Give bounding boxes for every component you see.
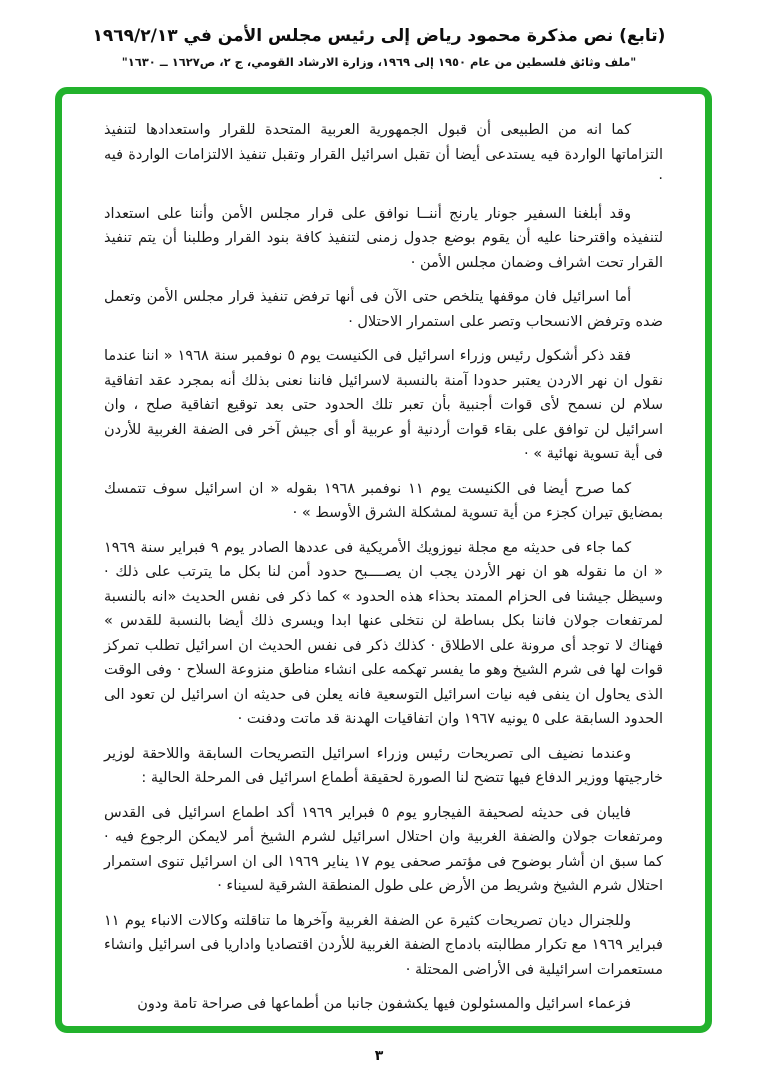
body-paragraph: كما انه من الطبيعى أن قبول الجمهورية العربية المتحدة للقرار واستعدادها لتنفيذ التزاماتها الواردة فيه يستدعى أيضا أن تقبل اسرائيل القرار وتقبل تنفيذ الالتزامات الواردة فيه ·	[104, 122, 663, 187]
document-body-frame	[55, 87, 712, 1033]
body-paragraph: وعندما نضيف الى تصريحات رئيس وزراء اسرائيل التصريحات السابقة واللاحقة لوزير خارجيتها ووزير الدفاع فيها تتضح لنا الصورة لحقيقة أطماع اسرائيل فى المرحلة الحالية :	[104, 745, 663, 786]
body-paragraph: فقد ذكر أشكول رئيس وزراء اسرائيل فى الكنيست يوم ٥ نوفمبر سنة ١٩٦٨ « اننا عندما نقول ان نهر الاردن يعتبر حدودا آمنة بالنسبة لاسرائيل فاننا نعنى بذلك أنه بمجرد عقد اتفاقية سلام لن نسمح لأى قوات أجنبية بأن تعبر تلك الحدود حتى بعد توقيع اتفاقية صلح ، وان اسرائيل لن توافق على بقاء قوات أردنية أو عربية أو أى جيش آخر فى الضفة الغربية للأردن فى أية تسوية نهائية » ·	[104, 348, 663, 462]
document-source-citation: "ملف وثائق فلسطين من عام ١٩٥٠ إلى ١٩٦٩، وزارة الارشاد القومي، ج ٢، ص١٦٢٧ ــ ١٦٣٠"	[121, 55, 637, 69]
body-paragraph: كما جاء فى حديثه مع مجلة نيوزويك الأمريكية فى عددها الصادر يوم ٩ فبراير سنة ١٩٦٩ « ان ما نقوله هو ان نهر الأردن يجب ان يصــــبح حدود أمن لنا بكل ما يترتب على ذلك · وسيظل جيشنا فى الحزام الممتد بحذاء هذه الحدود » كما ذكر فى نفس الحديث «انه بالنسبة لمرتفعات جولان فاننا بكل بساطة لن نتخلى عنها ابدا ويسرى ذلك أيضا بالنسبة للقدس » فهناك لا توجد أى مرونة على الاطلاق · كذلك ذكر فى نفس الحديث ان اسرائيل تطلب تمركز قوات لها فى شرم الشيخ وهو ما يفسر تهكمه على انشاء مناطق منزوعة السلاح · وفى الوقت الذى يحاول ان ينفى فيه نيات اسرائيل التوسعية فانه يعلن فى حديثه ان اسرائيل لن تعود الى الحدود السابقة على ٥ يونيه ١٩٦٧ وان اتفاقيات الهدنة قد ماتت ودفنت ·	[104, 539, 663, 727]
body-paragraph: وقد أبلغنا السفير جونار يارنج أننــا نوافق على قرار مجلس الأمن وأننا على استعداد لتنفيذه واقترحنا عليه أن يقوم بوضع جدول زمنى لتنفيذ كافة بنود القرار وطلبنا أن يتم تنفيذ القرار تحت اشراف وضمان مجلس الأمن ·	[104, 205, 663, 271]
page-number: ٣	[374, 1048, 384, 1064]
body-paragraph: كما صرح أيضا فى الكنيست يوم ١١ نوفمبر ١٩٦٨ بقوله « ان اسرائيل سوف تتمسك بمضايق تيران كجزء من أية تسوية لمشكلة الشرق الأوسط » ·	[104, 480, 663, 521]
body-paragraph: أما اسرائيل فان موقفها يتلخص حتى الآن فى أنها ترفض تنفيذ قرار مجلس الأمن وتعمل ضده وترفض الانسحاب وتصر على استمرار الاحتلال ·	[104, 289, 663, 330]
document-body	[104, 118, 663, 1017]
body-paragraph: وللجنرال ديان تصريحات كثيرة عن الضفة الغربية وآخرها ما تناقلته وكالات الانباء يوم ١١ فبراير ١٩٦٩ مع تكرار مطالبته بادماج الضفة الغربية للأردن اقتصاديا واداريا فى اسرائيل وانشاء مستعمرات اسرائيلية فى الأراضى المحتلة ·	[104, 912, 663, 978]
document-title: (تابع) نص مذكرة محمود رياض إلى رئيس مجلس الأمن في ١٩٦٩/٢/١٣	[92, 26, 666, 46]
body-paragraph: فايبان فى حديثه لصحيفة الفيجارو يوم ٥ فبراير ١٩٦٩ أكد اطماع اسرائيل فى القدس ومرتفعات جولان والضفة الغربية وان احتلال اسرائيل لشرم الشيخ أمر لايمكن الرجوع فيه · كما سبق ان أشار بوضوح فى مؤتمر صحفى يوم ١٧ يناير ١٩٦٩ الى ان اسرائيل تنوى استمرار احتلال شرم الشيخ وشريط من الأرض على طول المنطقة الشرقية لسيناء ·	[104, 804, 663, 894]
body-paragraph: فزعماء اسرائيل والمسئولون فيها يكشفون جانبا من أطماعها فى صراحة تامة ودون	[137, 996, 632, 1012]
